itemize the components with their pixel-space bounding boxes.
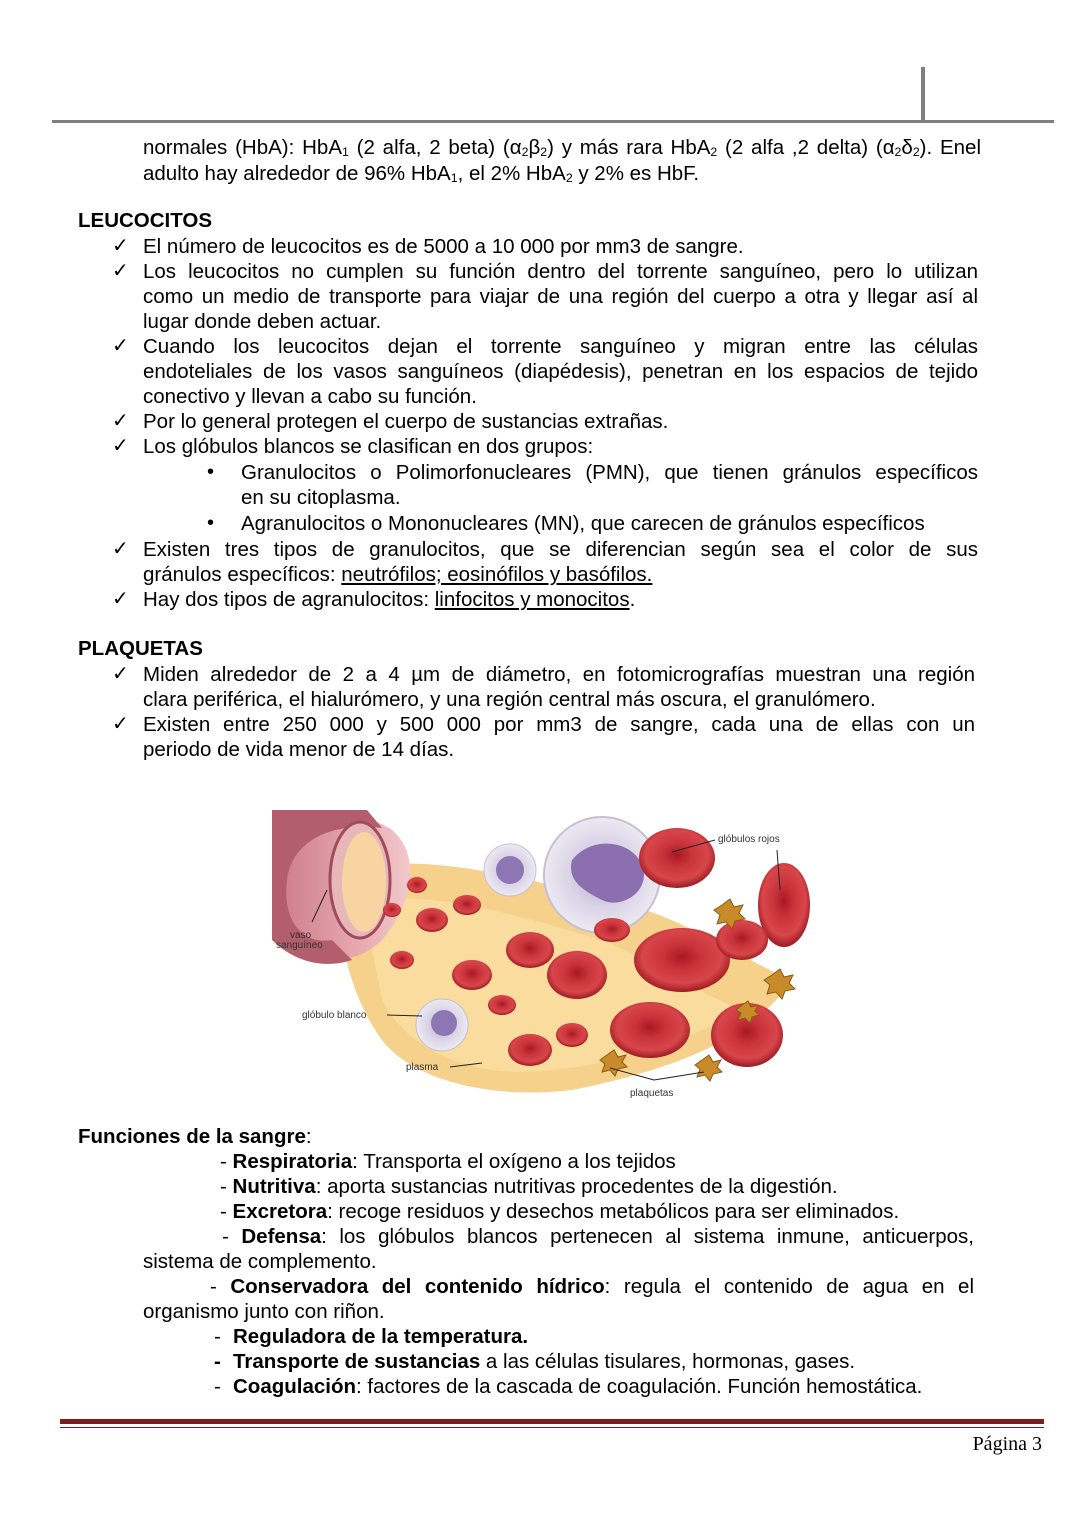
leucocitos-item-4-line-1: Por lo general protegen el cuerpo de sustancias extrañas. [143,410,669,433]
label-plaquetas: plaquetas [630,1088,674,1099]
funcion-item: - Excretora: recoge residuos y desechos metabólicos para ser eliminados. [220,1200,900,1223]
leucocitos-subitem-2-line-1: Agranulocitos o Mononucleares (MN), que carecen de gránulos específicos [241,512,925,535]
leucocitos-item-3-line-3: conectivo y llevan a cabo su función. [143,385,477,408]
funcion-item: - Nutritiva: aporta sustancias nutritivas procedentes de la digestión. [220,1175,838,1198]
check-icon: ✓ [112,235,129,257]
check-icon: ✓ [112,435,129,457]
leucocitos-subitem-1-line-2: en su citoplasma. [241,486,401,509]
leucocitos-item-2-line-3: lugar donde deben actuar. [143,310,382,333]
check-icon: ✓ [112,410,129,432]
blood-vessel-illustration [272,810,814,1100]
check-icon: ✓ [112,588,129,610]
leucocitos-granulocitos-line-1: Existen tres tipos de granulocitos, que se diferencian según sea el color de sus [143,538,978,561]
footer-rule-thin [60,1427,1044,1428]
funcion-item: Reguladora de la temperatura. [233,1325,529,1348]
page-number: Página 3 [972,1433,1042,1455]
header-tick [921,67,925,121]
footer-rule [60,1419,1044,1424]
funcion-item: Coagulación: factores de la cascada de coagulación. Función hemostática. [233,1375,923,1398]
leucocitos-item-3-line-2: endoteliales de los vasos sanguíneos (diapédesis), penetran en los espacios de tejido [143,360,978,383]
plaquetas-heading: PLAQUETAS [78,637,203,660]
funcion-item-cont: organismo junto con riñon. [143,1300,385,1323]
header-rule [52,120,1054,123]
hemoglobin-line-2: adulto hay alrededor de 96% HbA$_1$, el 2% HbA$_2$ y 2% es HbF. [143,162,700,185]
funcion-item: - Conservadora del contenido hídrico: regula el contenido de agua en el [210,1275,975,1298]
leucocitos-agranulocitos: Hay dos tipos de agranulocitos: linfocitos y monocitos. [143,588,636,611]
label-plasma: plasma [406,1062,439,1073]
leucocitos-item-2-line-2: como un medio de transporte para viajar de una región del cuerpo a otra y llegar así al [143,285,978,308]
plaquetas-item-1-line-1: Miden alrededor de 2 a 4 µm de diámetro, en fotomicrografías muestran una región [143,663,975,686]
leucocitos-item-3-line-1: Cuando los leucocitos dejan el torrente sanguíneo y migran entre las células [143,335,978,358]
label-vaso: vaso [290,930,312,941]
leucocitos-subitem-1-line-1: Granulocitos o Polimorfonucleares (PMN), que tienen gránulos específicos [241,461,978,484]
leucocitos-heading: LEUCOCITOS [78,209,213,232]
label-sanguineo: sanguíneo [276,940,323,951]
leucocitos-item-1-line-1: El número de leucocitos es de 5000 a 10 000 por mm3 de sangre. [143,235,744,258]
bullet-icon: • [207,461,215,483]
check-icon: ✓ [112,335,129,357]
dash-icon: - [214,1375,221,1398]
funcion-item: - Defensa: los glóbulos blancos pertenecen al sistema inmune, anticuerpos, [222,1225,974,1248]
funcion-item: - Respiratoria: Transporta el oxígeno a los tejidos [220,1150,676,1173]
leucocitos-item-5-line-1: Los glóbulos blancos se clasifican en dos grupos: [143,435,594,458]
leucocitos-granulocitos-line-2: gránulos específicos: neutrófilos; eosinófilos y basófilos. [143,563,653,586]
leucocitos-item-2-line-1: Los leucocitos no cumplen su función dentro del torrente sanguíneo, pero lo utilizan [143,260,978,283]
plaquetas-item-1-line-2: clara periférica, el hialurómero, y una región central más oscura, el granulómero. [143,688,876,711]
check-icon: ✓ [112,538,129,560]
check-icon: ✓ [112,260,129,282]
check-icon: ✓ [112,713,129,735]
check-icon: ✓ [112,663,129,685]
dash-icon: - [214,1325,221,1348]
plaquetas-item-2-line-2: periodo de vida menor de 14 días. [143,738,455,761]
bullet-icon: • [207,512,215,534]
plaquetas-item-2-line-1: Existen entre 250 000 y 500 000 por mm3 de sangre, cada una de ellas con un [143,713,975,736]
funcion-item-cont: sistema de complemento. [143,1250,377,1273]
label-globulos-rojos: glóbulos rojos [718,834,780,845]
funciones-heading: Funciones de la sangre: [78,1125,312,1148]
funcion-item: Transporte de sustancias a las células tisulares, hormonas, gases. [233,1350,856,1373]
label-globulo-blanco: glóbulo blanco [302,1010,367,1021]
hemoglobin-line-1: normales (HbA): HbA$_1$ (2 alfa, 2 beta) $(\alpha_2\beta_2)$ y más rara HbA$_2$ (2 alfa ,2 delta) $(\alpha_2\delta_2)$. Enel [143,136,982,159]
dash-icon: - [214,1350,221,1373]
